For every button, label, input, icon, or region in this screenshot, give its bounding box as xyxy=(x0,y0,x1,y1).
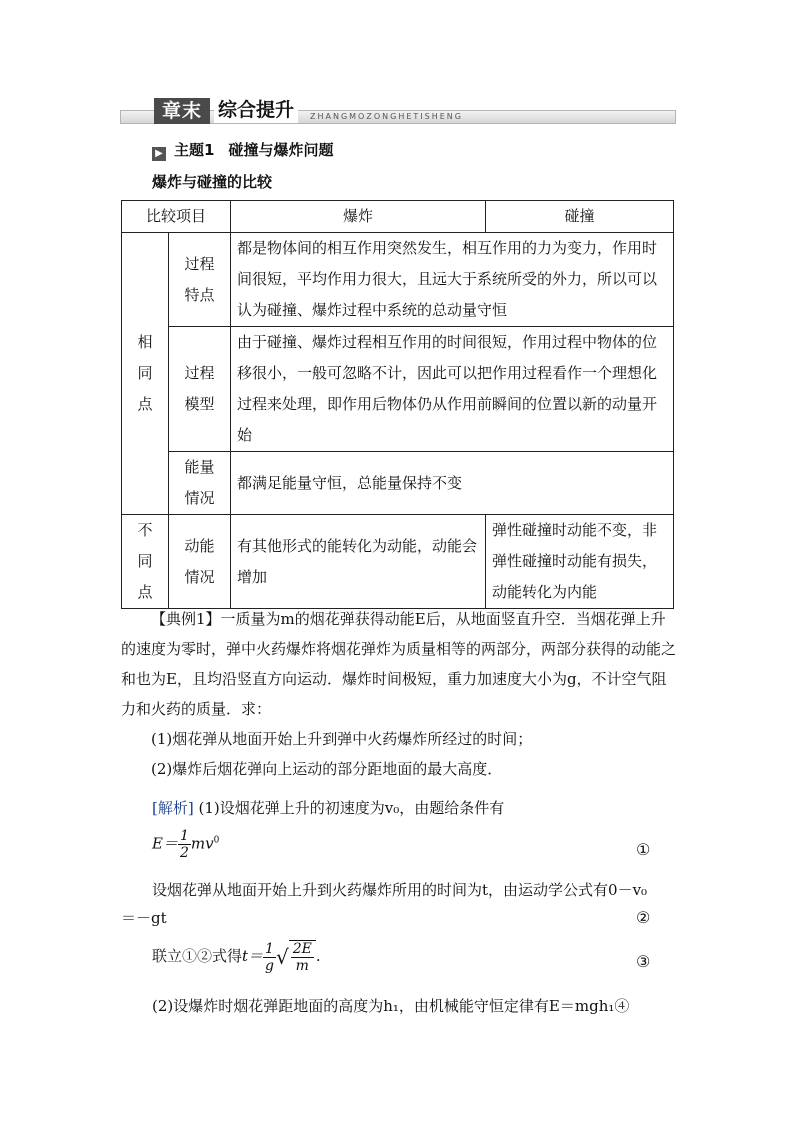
equation-mark-2: ② xyxy=(636,908,651,927)
solution-line-4: (2)设爆炸时烟花弹距地面的高度为h₁，由机械能守恒定律有E＝mgh₁④ xyxy=(152,997,630,1015)
eq3-fraction xyxy=(263,941,276,974)
row-item-label: 动能情况 xyxy=(184,536,215,586)
example-text xyxy=(121,604,676,724)
eq1-fraction xyxy=(178,828,191,861)
chapter-title: 综合提升 xyxy=(214,97,298,123)
sqrt-icon: √ xyxy=(275,945,289,969)
eq1-den: 2 xyxy=(179,845,189,861)
comparison-table xyxy=(121,200,674,609)
example-tag: 【典例1】 xyxy=(151,610,221,628)
eq3-rad-num: 2E xyxy=(292,941,312,957)
solution-line-2: 设烟花弹从地面开始上升到火药爆炸所用的时间为t，由运动学公式有0－v₀ xyxy=(152,881,648,899)
group-same-label: 相同点 xyxy=(137,333,153,413)
table-header-row xyxy=(122,201,674,233)
topic-heading xyxy=(152,140,333,161)
row-content: 由于碰撞、爆炸过程相互作用的时间很短，作用过程中物体的位移很小，一般可忽略不计，因此可以把作用过程看作一个理想化过程来处理，即作用后物体仍从作用前瞬间的位置以新的动量开始 xyxy=(231,327,674,452)
example-paragraph xyxy=(121,604,676,784)
eq3-end: . xyxy=(315,947,321,965)
example-body: 一质量为m的烟花弹获得动能E后，从地面竖直升空．当烟花弹上升的速度为零时，弹中火药爆炸将烟花弹炸为质量相等的两部分，两部分获得的动能之和也为E，且均沿竖直方向运动．爆炸时间极短，重力加速度大小为g，不计空气阻力和火药的质量．求： xyxy=(121,610,677,718)
equation-mark-3: ③ xyxy=(636,952,651,971)
solution-text-1: (1)设烟花弹上升的初速度为v₀，由题给条件有 xyxy=(198,799,505,817)
equation-3 xyxy=(152,940,321,974)
eq3-rad-fraction xyxy=(291,941,314,974)
collision-cell: 弹性碰撞时动能不变，非弹性碰撞时动能有损失，动能转化为内能 xyxy=(486,515,674,609)
explosion-cell: 有其他形式的能转化为动能，动能会增加 xyxy=(231,515,486,609)
group-diff xyxy=(122,515,169,609)
section-subtitle: 爆炸与碰撞的比较 xyxy=(152,173,273,191)
solution-tag: [解析] xyxy=(152,799,194,817)
table-row xyxy=(122,233,674,327)
question-2: (2)爆炸后烟花弹向上运动的部分距地面的最大高度． xyxy=(151,760,503,778)
solution-line-2b: ＝－gt xyxy=(121,909,167,927)
topic-label: 主题1 xyxy=(174,141,215,159)
row-item xyxy=(169,515,231,609)
equation-mark-1: ① xyxy=(636,840,651,859)
row-item-label: 能量情况 xyxy=(184,458,215,507)
table-header-cell: 比较项目 xyxy=(122,201,231,233)
chapter-header xyxy=(120,96,676,128)
equation-1 xyxy=(152,828,219,861)
group-diff-label: 不同点 xyxy=(137,521,153,601)
play-triangle-icon: ▶ xyxy=(152,147,166,161)
eq3-radicand xyxy=(289,940,316,974)
table-row xyxy=(122,452,674,515)
row-content: 都是物体间的相互作用突然发生，相互作用的力为变力，作用时间很短，平均作用力很大，且远大于系统所受的外力，所以可以认为碰撞、爆炸过程中系统的总动量守恒 xyxy=(231,233,674,327)
topic-title: 碰撞与爆炸问题 xyxy=(228,141,334,159)
eq1-num: 1 xyxy=(179,828,189,844)
eq3-t: t＝ xyxy=(242,947,264,965)
eq3-prefix: 联立①②式得 xyxy=(152,947,243,965)
table-row xyxy=(122,327,674,452)
row-item-label: 过程特点 xyxy=(184,254,215,304)
eq3-den: g xyxy=(265,957,274,974)
row-item xyxy=(169,233,231,327)
question-1: (1)烟花弹从地面开始上升到弹中火药爆炸所经过的时间； xyxy=(151,730,533,748)
chapter-badge: 章末 xyxy=(154,98,210,124)
group-same xyxy=(122,233,169,515)
eq1-rhs: mv xyxy=(190,834,214,853)
eq3-num: 1 xyxy=(265,940,274,957)
solution-line-1 xyxy=(152,796,504,820)
table-header-cell: 碰撞 xyxy=(486,201,674,233)
row-item xyxy=(169,452,231,515)
chapter-pinyin: ZHANGMOZONGHETISHENG xyxy=(310,112,463,121)
eq3-rad-den: m xyxy=(295,958,309,974)
row-content: 都满足能量守恒，总能量保持不变 xyxy=(231,452,674,515)
eq1-sup: 0 xyxy=(213,835,220,846)
table-row xyxy=(122,515,674,609)
eq1-lhs: E＝ xyxy=(152,834,178,853)
table-header-cell: 爆炸 xyxy=(231,201,486,233)
row-item xyxy=(169,327,231,452)
row-item-label: 过程模型 xyxy=(184,364,215,413)
